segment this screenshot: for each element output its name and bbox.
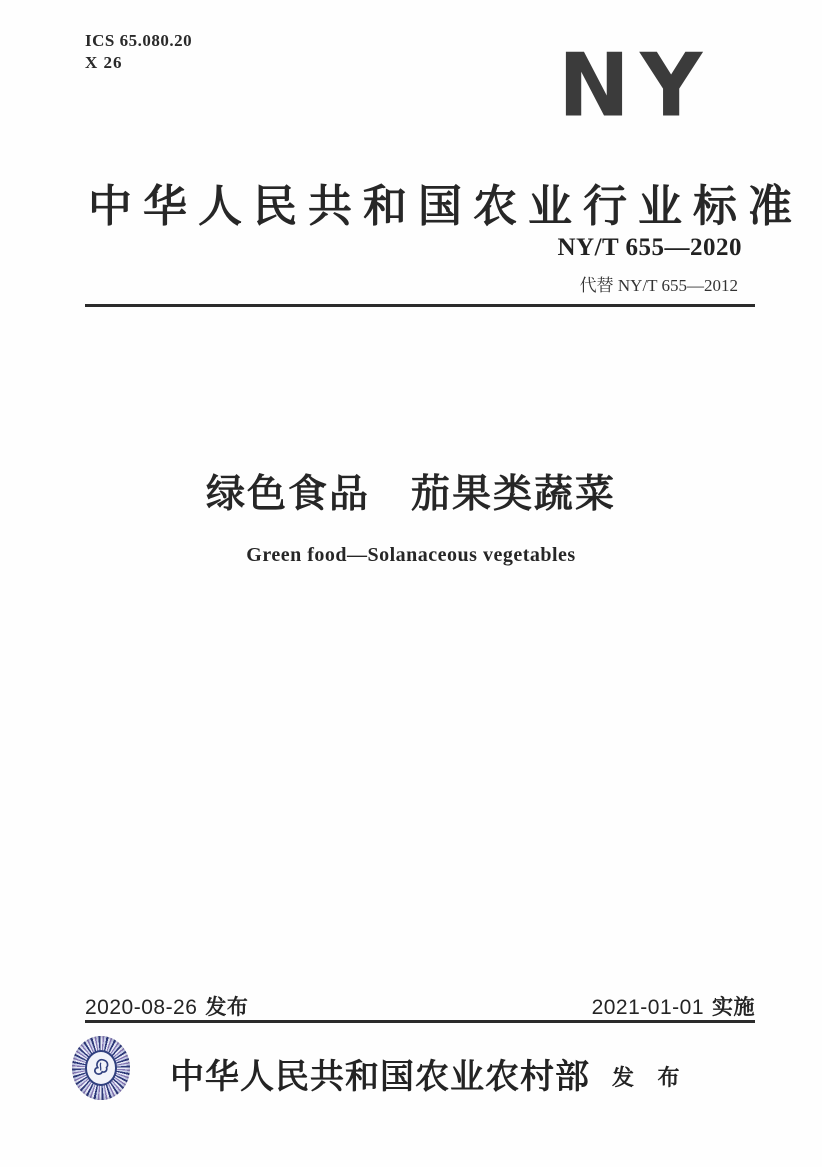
- classification-code: X 26: [85, 53, 123, 72]
- issue-action: 发布: [205, 996, 249, 1019]
- standard-number: NY/T 655—2020: [557, 234, 742, 261]
- issue-date: 2020-08-26: [85, 996, 198, 1019]
- bottom-divider: [85, 1020, 755, 1023]
- document-title-chinese: 绿色食品 茄果类蔬菜: [205, 472, 616, 517]
- implement-date: 2021-01-01: [591, 996, 704, 1019]
- issuer-name: 中华人民共和国农业农村部: [170, 1059, 590, 1096]
- replaces-note: 代替 NY/T 655—2012: [579, 276, 738, 295]
- implement-date-line: [592, 991, 755, 1021]
- ics-code: ICS 65.080.20: [85, 31, 193, 50]
- document-title-english: Green food—Solanaceous vegetables: [246, 544, 576, 566]
- top-divider: [85, 304, 755, 307]
- emblem-glyph: [89, 1055, 112, 1081]
- issue-date-line: [85, 991, 248, 1021]
- publish-label: 发 布: [612, 1065, 689, 1090]
- implement-action: 实施: [712, 996, 755, 1019]
- emblem-inner-circle: [85, 1050, 117, 1086]
- ministry-emblem: [72, 1036, 130, 1100]
- ny-logo: NY: [558, 35, 713, 137]
- header-title: 中华人民共和国农业行业标准: [88, 182, 803, 231]
